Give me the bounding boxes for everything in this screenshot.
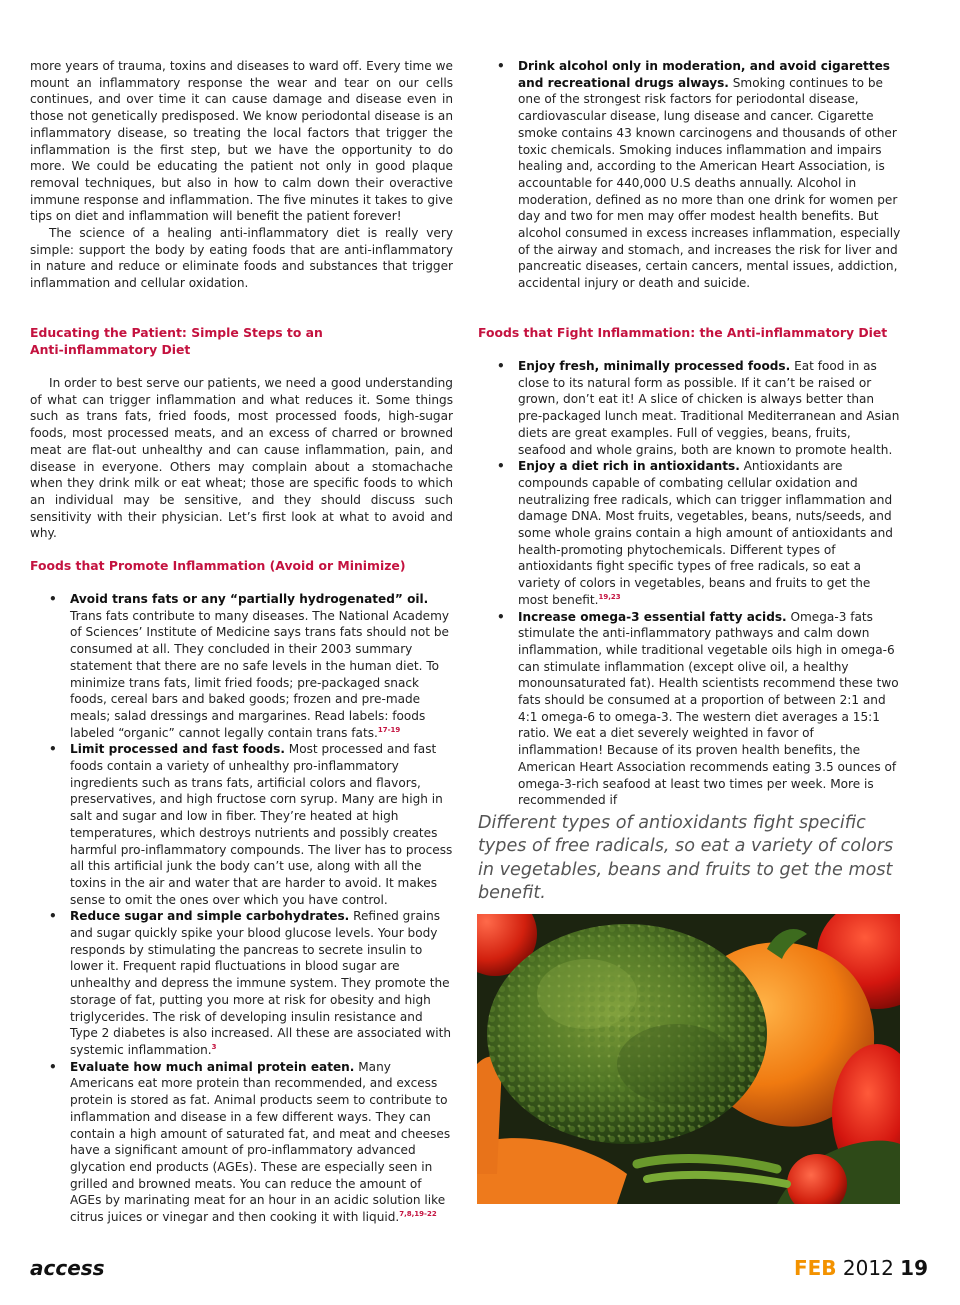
educating-paragraph: In order to best serve our patients, we need a good understanding of what can trigger inflammation and what reduces it. Some things such as trans fats, fried foods, most processed foods, high-sugar foods, most processed meats, and an excess of charred or browned meat are flat-out unhealthy and can cause inflammation, pain, and disease in everyone. Others may complain about a stomachache when they drink milk or eat wheat; those are specific foods to which an individual may be sensitive, and they should discuss such sensitivity with their physician. Let’s first look at what to avoid and why. [30,376,453,541]
vegetables-photo [477,914,900,1204]
right-top-list [478,58,902,292]
heading-educating [30,325,360,358]
bullet-text: Refined grains and sugar quickly spike your blood glucose levels. Your body responds by stimulating the pancreas to secrete insulin to lower it. Frequent rapid fluctuations in blood sugar are unhealthy and depress the immune system. They promote the storage of fat, putting you more at risk for obesity and high triglycerides. The risk of developing insulin resistance and Type 2 diabetes is also increased. All these are associated with systemic inflammation. [70,909,452,1057]
section-heading: Educating the Patient: Simple Steps to an Anti-inflammatory Diet [30,325,323,357]
bullet-lead: Avoid trans fats or any “partially hydrogenated” oil. [70,592,429,606]
bullet-text: Eat food in as close to its natural form as possible. If it can’t be raised or grown, don’t eat it! A slice of chicken is always better than pre-packaged lunch meat. Traditional Mediterranean and Asian diets are great examples. Full of veggies, beans, fruits, seafood and whole grains, both are known to promote health. [518,359,900,457]
pull-quote: Different types of antioxidants fight specific types of free radicals, so eat a variety of colors in vegetables, beans and fruits to get the most benefit. [478,813,894,903]
heading-fight [478,325,902,342]
section-heading: Foods that Fight Inflammation: the Anti-inflammatory Diet [478,325,888,340]
bullet-lead: Increase omega-3 essential fatty acids. [518,609,787,624]
issue-month: FEB [793,1256,837,1280]
reference: 19,23 [598,592,621,601]
heading-promote [30,558,453,575]
bullet-lead: Enjoy a diet rich in antioxidants. [518,459,740,474]
educating-body [30,375,453,542]
bullet-lead: Limit processed and fast foods. [70,742,285,757]
list-item [478,458,902,608]
bullet-lead: Reduce sugar and simple carbohydrates. [70,909,350,924]
section-heading: Foods that Promote Inflammation (Avoid or Minimize) [30,558,406,573]
bullet-text: Smoking continues to be one of the strongest risk factors for periodontal disease, cardiovascular disease, lung disease and cancer. Cigarette smoke contains 43 known carcinogens and thousands of other toxic chemicals. Smoking induces inflammation and impairs healing and, according to the American Heart Association, is accountable for 440,000 U.S deaths annually. Alcohol in moderation, defined as no more than one drink for women per day and two for men may offer modest health benefits. But alcohol consumed in excess increases inflammation, especially of the airway and stomach, and increases the risk for liver and pancreatic diseases, certain cancers, mental issues, addiction, accidental injury or death and suicide. [518,75,901,291]
left-intro [30,58,453,292]
reference: 7,8,19-22 [399,1210,437,1219]
bullet-lead: Drink alcohol only in moderation, and avoid cigarettes and recreational drugs always. [518,59,891,90]
bullet-lead: Enjoy fresh, minimally processed foods. [518,359,791,373]
bullet-text: Antioxidants are compounds capable of combating cellular oxidation and neutralizing free radicals, which can trigger inflammation and damage DNA. Most fruits, vegetables, beans, nuts/seeds, and some whole grains contain a high amount of antioxidants and health-promoting phytochemicals. Different types of antioxidants fight specific types of free radicals, so eat a variety of colors in vegetables, beans and fruits to get the most benefit. [518,459,893,607]
list-item [478,609,902,809]
page-number: 19 [900,1256,928,1280]
list-item [30,1059,453,1226]
bullet-lead: Evaluate how much animal protein eaten. [70,1059,355,1074]
bullet-text: Many Americans eat more protein than recommended, and excess protein is stored as fat. Animal products seem to contribute to inflammation and disease in a few different ways. They can contain a high amount of saturated fat, and meat and cheeses have a significant amount of pro-inflammatory advanced glycation end products (AGEs). These are especially seen in grilled and browned meats. You can reduce the amount of AGEs by marinating meat for an hour in an acidic solution like citrus juices or vinegar and then cooking it with liquid. [70,1059,451,1225]
reference: 17-19 [377,725,401,734]
list-item [30,741,453,908]
promote-list [30,591,453,1226]
fight-list [478,358,902,809]
intro-paragraph-1: more years of trauma, toxins and diseases to ward off. Every time we mount an inflammatory response the wear and tear on our cells continues, and over time it can cause damage and disease even in those not genetically predisposed. We know periodontal disease is an inflammatory disease, so treating the local factors that trigger the inflammation is the first step, but we have the opportunity to do more. We could be educating the patient not only in good plaque removal techniques, but also in how to calm down their overactive immune response and inflammation. The five minutes it takes to give tips on diet and inflammation will benefit the patient forever! [30,59,453,224]
list-item [478,358,902,458]
intro-paragraph-2: The science of a healing anti-inflammatory diet is really very simple: support the body by eating foods that are anti-inflammatory in nature and reduce or eliminate foods and substances that trigger inflammation and cellular oxidation. [30,226,453,291]
bullet-text: Omega-3 fats stimulate the anti-inflammatory pathways and calm down inflammation, while traditional vegetable oils high in omega-6 can stimulate inflammation (except olive oil, a healthy monounsaturated fat). Health scientists recommend these two fats should be consumed at a proportion of between 2:1 and 4:1 omega-6 to omega-3. The western diet averages a 15:1 ratio. We eat a diet severely weighted in favor of inflammation! Because of its proven health benefits, the American Heart Association recommends eating 3.5 ounces of omega-3-rich seafood at least two times per week. More is recommended if [518,609,899,808]
issue-date [794,1256,928,1280]
reference: 3 [211,1042,217,1051]
list-item [478,58,902,292]
list-item [30,908,453,1058]
list-item [30,591,453,741]
magazine-name: access [30,1256,105,1280]
bullet-text: Trans fats contribute to many diseases. The National Academy of Sciences’ Institute of Medicine says trans fats should not be consumed at all. They concluded in their 2003 summary statement that there are no safe levels in the human diet. To minimize trans fats, limit fried foods; pre-packaged snack foods, cereal bars and baked goods; frozen and pre-made meals; salad dressings and margarines. Read labels: foods labeled “organic” cannot legally contain trans fats. [70,608,450,740]
bullet-text: Most processed and fast foods contain a variety of unhealthy pro-inflammatory ingredients such as trans fats, artificial colors and flavors, preservatives, and high fructose corn syrup. Many are high in salt and sugar and low in fiber. They’re heated at high temperatures, which destroys nutrients and possibly creates harmful pro-inflammatory compounds. The liver has to process all this artificial junk the body can’t use, along with all the toxins in the air and water that are harder to avoid. It makes sense to omit the ones over which you have control. [70,742,453,907]
issue-year: 2012 [842,1256,894,1280]
